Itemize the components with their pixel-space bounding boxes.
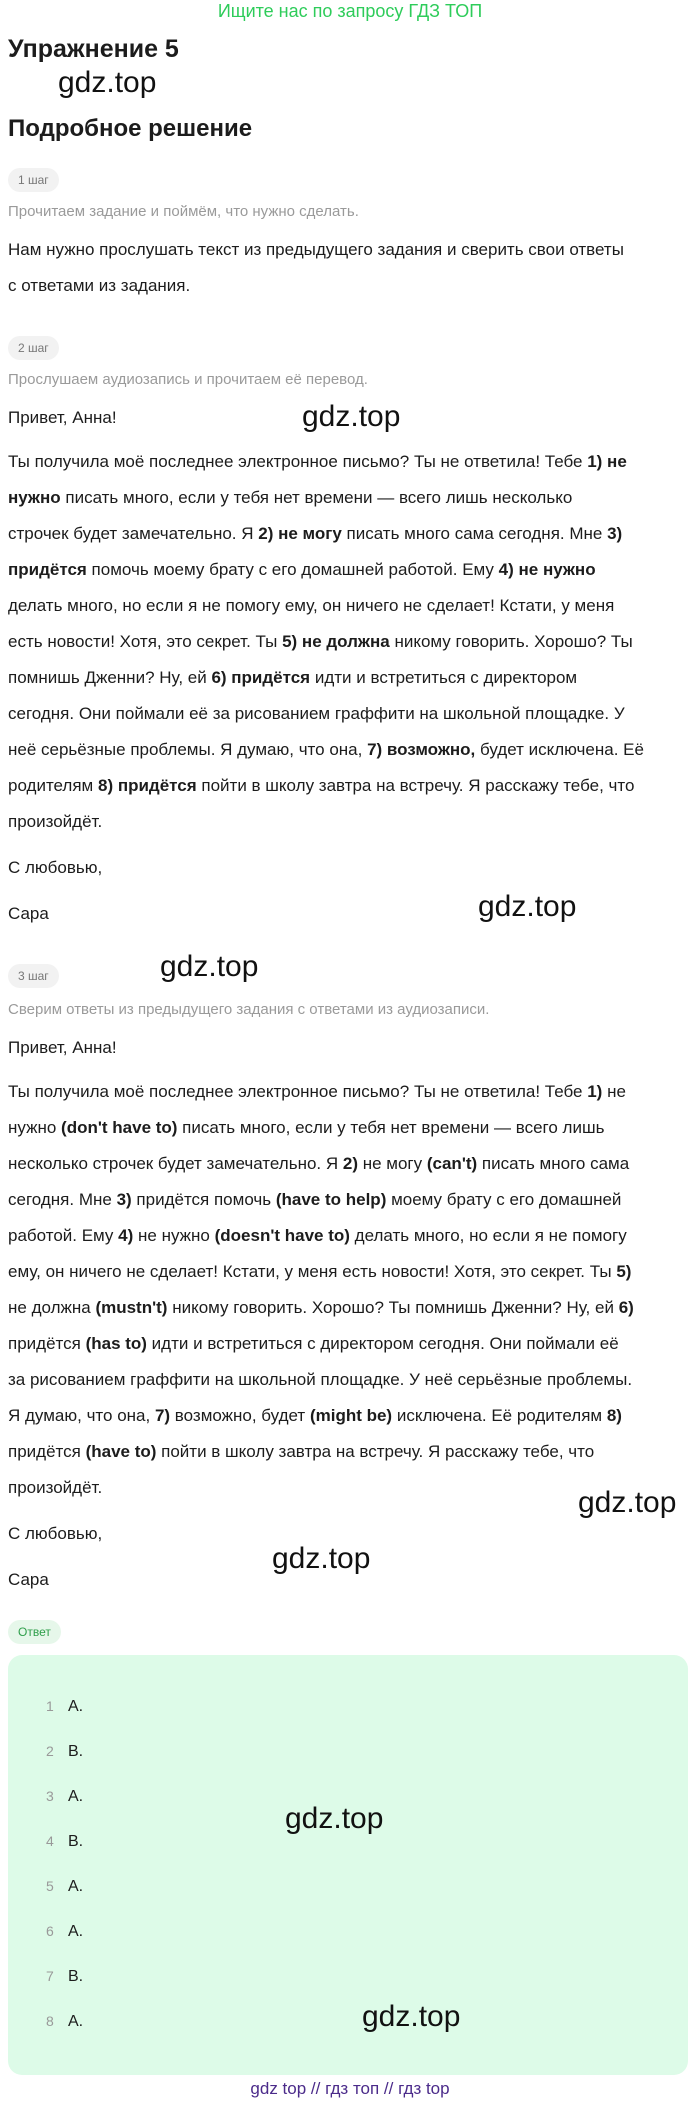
text-line — [8, 444, 688, 480]
answer-item — [46, 1784, 83, 1808]
text-fragment: работой. Ему — [8, 1226, 119, 1245]
text-line — [8, 696, 688, 732]
text-fragment: пойти в школу завтра на встречу. Я расскажу тебе, что — [196, 776, 635, 795]
text-fragment: строчек будет замечательно. Я — [8, 524, 259, 543]
bold-fragment: 5) — [616, 1262, 632, 1281]
watermark: gdz.top — [302, 400, 401, 433]
text-fragment: писать много, если у тебя нет времени — всего лишь несколько — [60, 488, 573, 507]
bold-fragment: 3) — [607, 524, 623, 543]
bold-fragment: 8) — [606, 1406, 622, 1425]
answer-value: B. — [68, 1743, 84, 1760]
answer-item — [46, 1739, 83, 1763]
answer-badge: Ответ — [8, 1620, 61, 1644]
letter-greeting: Привет, Анна! — [8, 1038, 117, 1057]
text-fragment: родителям — [8, 776, 98, 795]
text-line — [8, 768, 688, 804]
text-line — [8, 480, 688, 516]
text-line — [8, 552, 688, 588]
bold-fragment: (might be) — [309, 1406, 393, 1425]
bold-fragment: 2) — [342, 1154, 358, 1173]
answer-number: 8 — [46, 2013, 54, 2029]
top-banner: Ищите нас по запросу ГДЗ ТОП — [217, 1, 483, 21]
text-line — [8, 1398, 688, 1434]
bold-fragment: (doesn't have to) — [214, 1226, 350, 1245]
step-body — [8, 232, 688, 304]
bold-fragment: 2) не могу — [258, 524, 342, 543]
text-line — [8, 1182, 688, 1218]
bold-fragment: (mustn't) — [95, 1298, 168, 1317]
answer-box — [8, 1655, 688, 2075]
text-fragment: возможно, будет — [170, 1406, 310, 1425]
text-fragment: не должна — [8, 1298, 96, 1317]
answer-value: A. — [68, 1923, 84, 1940]
step-hint: Прослушаем аудиозапись и прочитаем её перевод. — [8, 371, 368, 388]
answer-value: B. — [68, 1833, 84, 1850]
bold-fragment: (have to help) — [275, 1190, 387, 1209]
text-fragment: за рисованием граффити на школьной площадке. У неё серьёзные проблемы. — [8, 1370, 633, 1389]
text-line — [8, 1074, 688, 1110]
answer-number: 5 — [46, 1878, 54, 1894]
letter-signature: Сара — [8, 904, 49, 923]
watermark: gdz.top — [58, 66, 157, 99]
text-line — [8, 588, 688, 624]
letter-greeting: Привет, Анна! — [8, 408, 117, 427]
bold-fragment: 7) — [154, 1406, 171, 1425]
text-line — [8, 804, 688, 840]
text-fragment: помнишь Дженни? Ну, ей — [8, 668, 212, 687]
answer-value: A. — [68, 1698, 84, 1715]
text-fragment: не — [602, 1082, 626, 1101]
text-line — [8, 1362, 688, 1398]
step-badge: 1 шаг — [8, 168, 59, 192]
text-fragment: будет исключена. Её — [475, 740, 644, 759]
step-badge: 3 шаг — [8, 964, 59, 988]
letter-closing: С любовью, — [8, 858, 103, 877]
bold-fragment: (have to) — [85, 1442, 157, 1461]
text-fragment: произойдёт. — [8, 812, 103, 831]
step-hint: Сверим ответы из предыдущего задания с ответами из аудиозаписи. — [8, 1001, 490, 1018]
text-fragment: делать много, но если я не помогу — [349, 1226, 627, 1245]
answer-number: 2 — [46, 1743, 54, 1759]
bold-fragment: придётся — [8, 560, 87, 579]
text-fragment: неё серьёзные проблемы. Я думаю, что она, — [8, 740, 368, 759]
text-fragment: моему брату с его домашней — [386, 1190, 622, 1209]
answer-item — [46, 1694, 83, 1718]
step-badge: 2 шаг — [8, 336, 59, 360]
letter-closing: С любовью, — [8, 1524, 103, 1543]
text-fragment: Я думаю, что она, — [8, 1406, 155, 1425]
answer-value: B. — [68, 1968, 84, 1985]
bold-fragment: (has to) — [85, 1334, 147, 1353]
letter-text-step2 — [8, 444, 688, 840]
bold-fragment: 8) придётся — [97, 776, 197, 795]
text-line — [8, 1146, 688, 1182]
watermark: gdz.top — [285, 1802, 384, 1835]
text-fragment: нужно — [8, 1118, 62, 1137]
page-title: Упражнение 5 — [8, 35, 179, 63]
bold-fragment: 5) не должна — [282, 632, 390, 651]
text-line — [8, 624, 688, 660]
watermark: gdz.top — [362, 2000, 461, 2033]
answer-number: 7 — [46, 1968, 54, 1984]
text-fragment: никому говорить. Хорошо? Ты помнишь Дженни? Ну, ей — [167, 1298, 619, 1317]
text-line — [8, 1434, 688, 1470]
text-fragment: идти и встретиться с директором сегодня. Они поймали её — [146, 1334, 619, 1353]
answer-item — [46, 1964, 83, 1988]
text-fragment: пойти в школу завтра на встречу. Я расскажу тебе, что — [156, 1442, 595, 1461]
answer-value: A. — [68, 1788, 84, 1805]
text-fragment: сегодня. Они поймали её за рисованием граффити на школьной площадке. У — [8, 704, 625, 723]
text-fragment: не нужно — [133, 1226, 215, 1245]
text-fragment: исключена. Её родителям — [392, 1406, 607, 1425]
solution-heading: Подробное решение — [8, 115, 253, 142]
watermark: gdz.top — [578, 1486, 677, 1519]
step-hint: Прочитаем задание и поймём, что нужно сделать. — [8, 203, 359, 220]
answer-value: A. — [68, 2013, 84, 2030]
text-line — [8, 1290, 688, 1326]
bold-fragment: 6) придётся — [211, 668, 311, 687]
text-fragment: никому говорить. Хорошо? Ты — [389, 632, 633, 651]
answer-value: A. — [68, 1878, 84, 1895]
bold-fragment: 4) — [118, 1226, 134, 1245]
bold-fragment: 6) — [618, 1298, 634, 1317]
bold-fragment: 4) не нужно — [498, 560, 596, 579]
watermark: gdz.top — [478, 890, 577, 923]
answer-number: 3 — [46, 1788, 54, 1804]
text-fragment: сегодня. Мне — [8, 1190, 117, 1209]
text-fragment: идти и встретиться с директором — [310, 668, 578, 687]
text-line — [8, 1110, 688, 1146]
bold-fragment: 3) — [116, 1190, 132, 1209]
letter-text-step3 — [8, 1074, 688, 1506]
text-fragment: делать много, но если я не помогу ему, он ничего не сделает! Кстати, у меня — [8, 596, 615, 615]
text-fragment: Ты получила моё последнее электронное письмо? Ты не ответила! Тебе — [8, 452, 588, 471]
text-fragment: несколько строчек будет замечательно. Я — [8, 1154, 343, 1173]
bold-fragment: 1) не — [587, 452, 627, 471]
text-fragment: есть новости! Хотя, это секрет. Ты — [8, 632, 283, 651]
text-line — [8, 660, 688, 696]
text-fragment: придётся — [8, 1334, 86, 1353]
answer-number: 4 — [46, 1833, 54, 1849]
answer-number: 1 — [46, 1698, 54, 1714]
text-line — [8, 516, 688, 552]
text-line: с ответами из задания. — [8, 276, 191, 295]
text-fragment: придётся — [8, 1442, 86, 1461]
text-line — [8, 732, 688, 768]
text-line — [8, 1326, 688, 1362]
answer-number: 6 — [46, 1923, 54, 1939]
bold-fragment: 1) — [587, 1082, 603, 1101]
text-fragment: помочь моему брату с его домашней работой. Ему — [86, 560, 499, 579]
text-fragment: писать много сама — [477, 1154, 630, 1173]
answer-item — [46, 1919, 83, 1943]
bold-fragment: нужно — [8, 488, 61, 507]
bold-fragment: (can't) — [426, 1154, 478, 1173]
bold-fragment: 7) возможно, — [367, 740, 476, 759]
footer-links: gdz top // гдз топ // гдз top — [250, 2079, 450, 2098]
answer-item — [46, 2009, 83, 2033]
text-line — [8, 1218, 688, 1254]
text-fragment: Ты получила моё последнее электронное письмо? Ты не ответила! Тебе — [8, 1082, 588, 1101]
letter-signature: Сара — [8, 1570, 49, 1589]
bold-fragment: (don't have to) — [61, 1118, 178, 1137]
text-fragment: придётся помочь — [131, 1190, 276, 1209]
answer-item — [46, 1874, 83, 1898]
watermark: gdz.top — [160, 950, 259, 983]
watermark: gdz.top — [272, 1542, 371, 1575]
text-line: Нам нужно прослушать текст из предыдущего задания и сверить свои ответы — [8, 240, 624, 259]
text-fragment: писать много, если у тебя нет времени — всего лишь — [177, 1118, 605, 1137]
answer-item — [46, 1829, 83, 1853]
text-fragment: не могу — [358, 1154, 427, 1173]
text-fragment: писать много сама сегодня. Мне — [341, 524, 608, 543]
text-fragment: произойдёт. — [8, 1478, 103, 1497]
text-line — [8, 1254, 688, 1290]
text-fragment: ему, он ничего не сделает! Кстати, у меня есть новости! Хотя, это секрет. Ты — [8, 1262, 617, 1281]
